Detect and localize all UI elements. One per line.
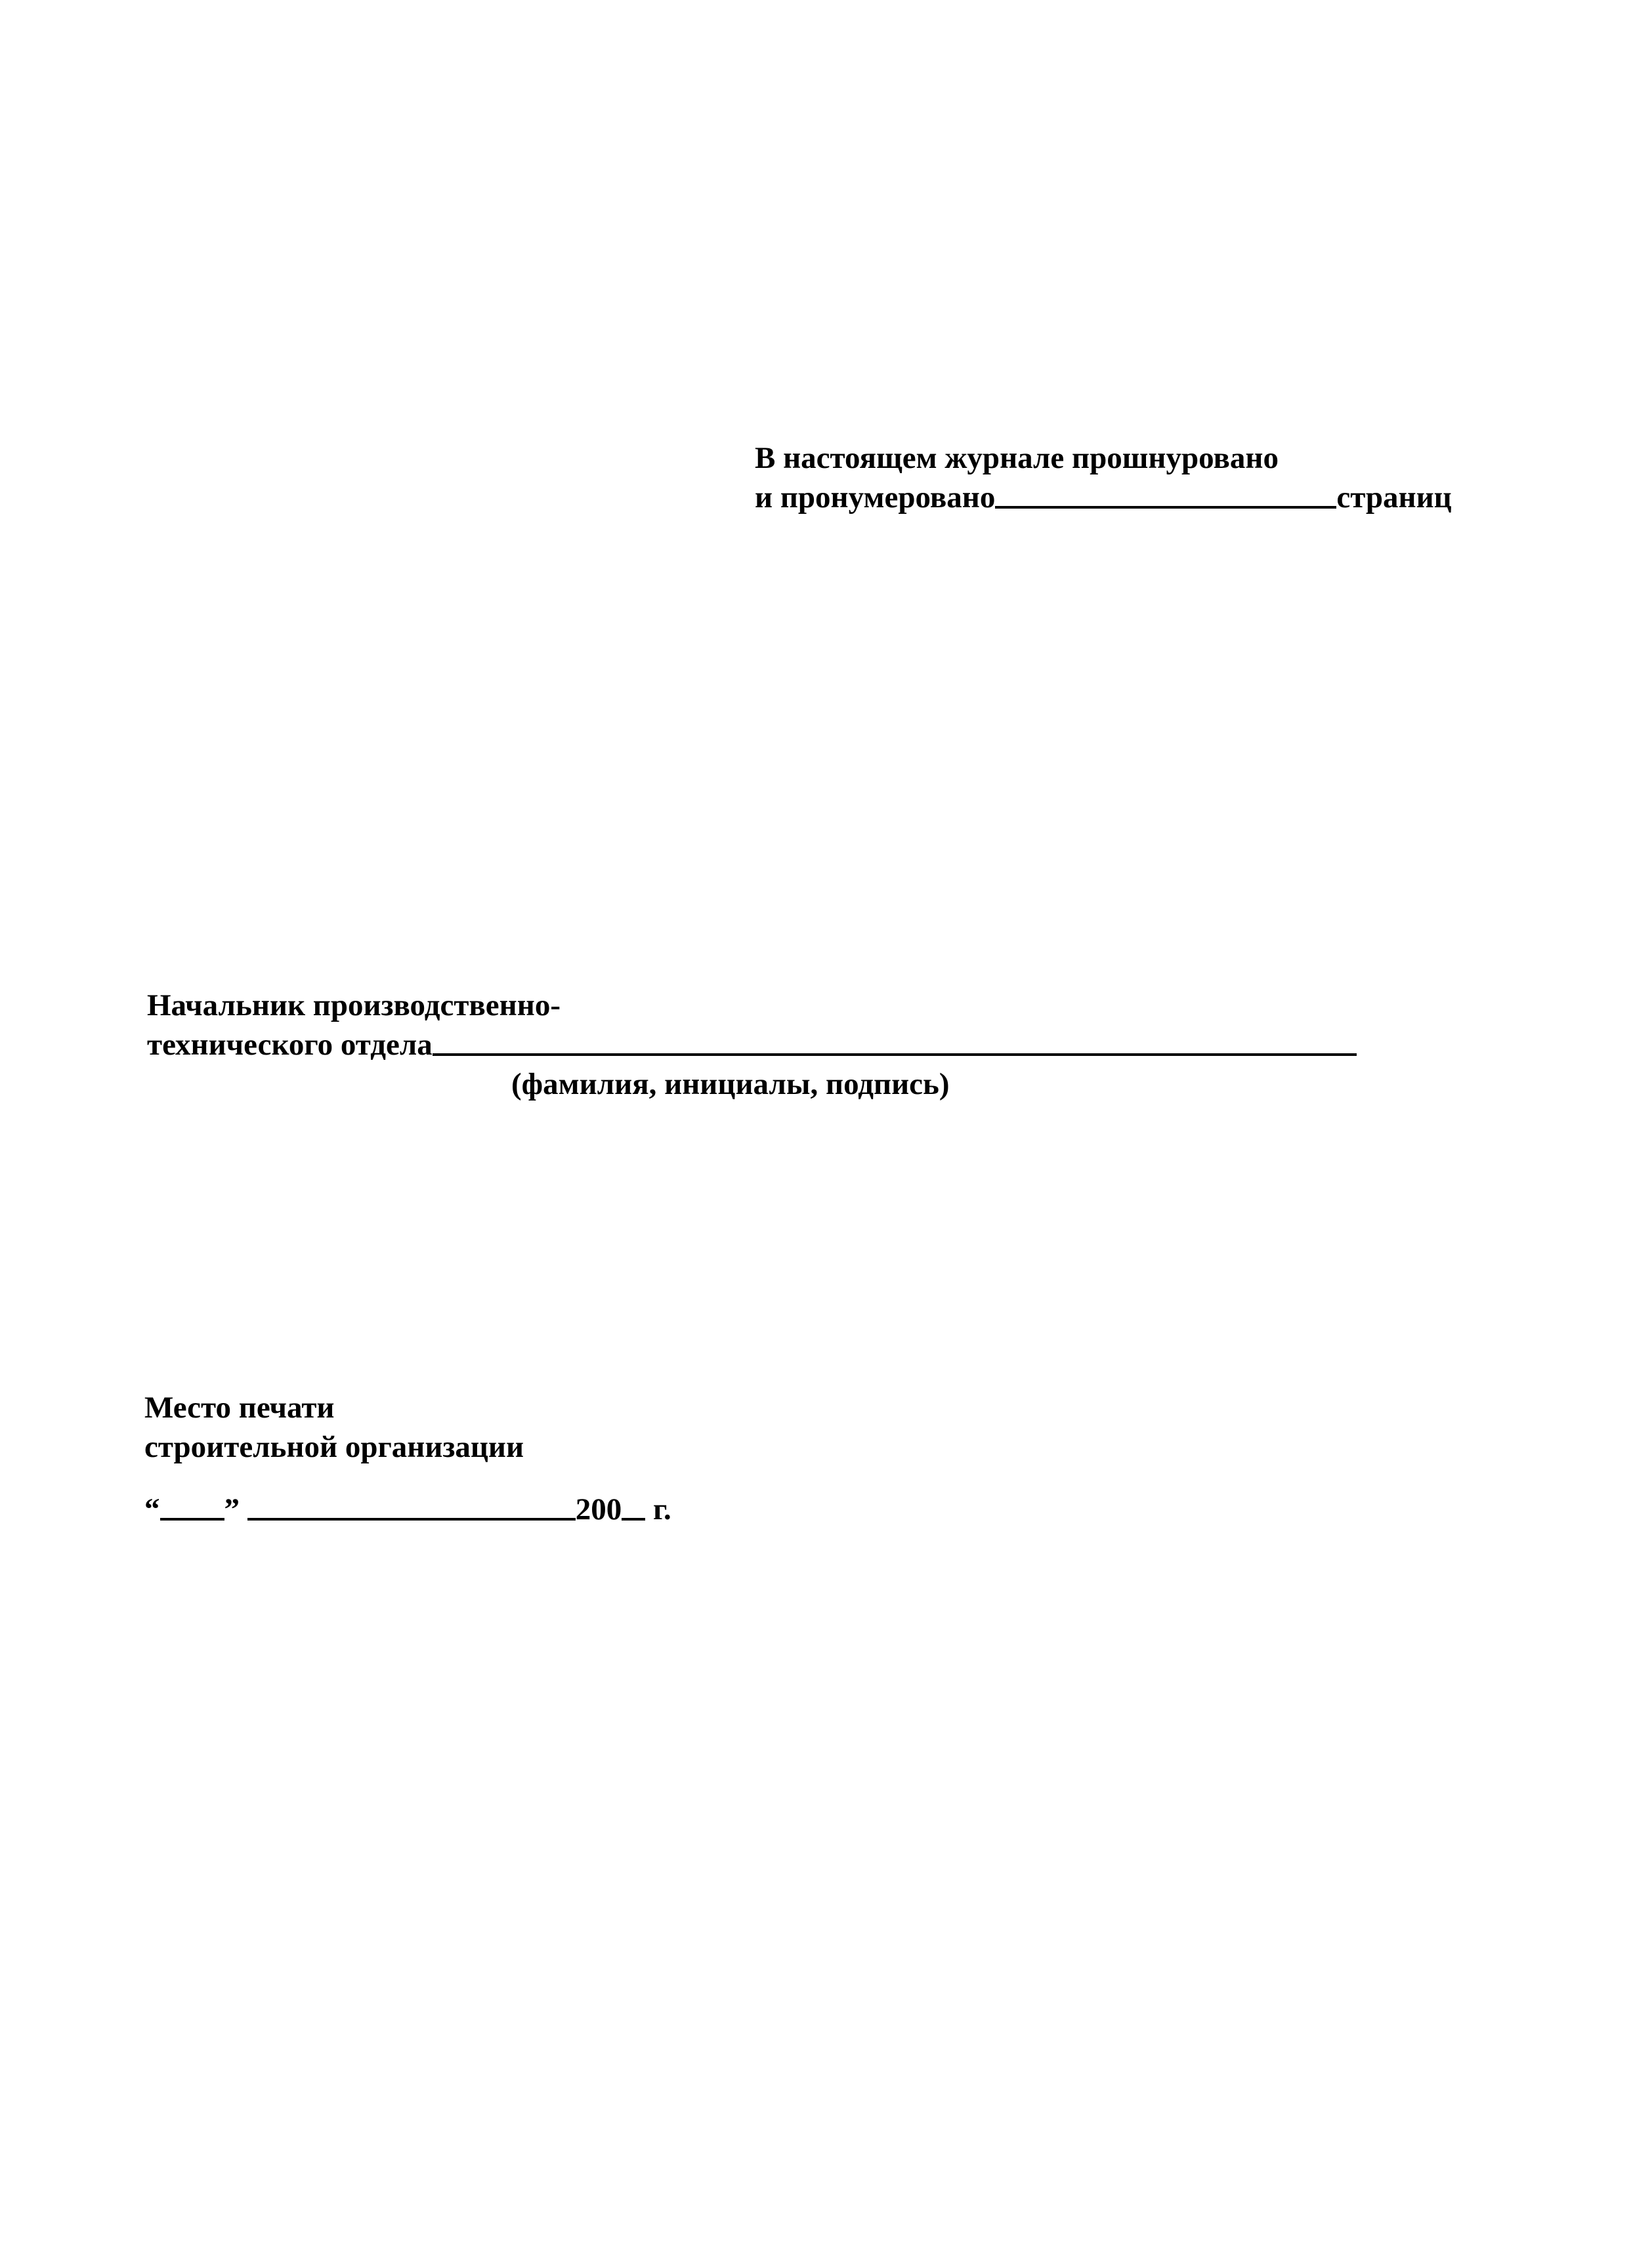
seal-place-block xyxy=(144,1388,524,1467)
department-head-title-line2 xyxy=(147,1025,1357,1064)
date-open-quote: “ xyxy=(144,1492,160,1526)
pages-note-suffix: страниц xyxy=(1336,480,1452,514)
year-prefix: 200 xyxy=(575,1492,622,1526)
pages-count-block xyxy=(755,438,1452,517)
seal-line1: Место печати xyxy=(144,1391,335,1425)
department-head-signature-block xyxy=(147,986,1357,1101)
year-suffix: г. xyxy=(653,1492,671,1526)
date-line xyxy=(144,1490,671,1529)
day-field[interactable] xyxy=(160,1490,224,1521)
signature-field[interactable] xyxy=(433,1026,1357,1056)
pages-note-line1: В настоящем журнале прошнуровано xyxy=(755,441,1279,475)
pages-count-field[interactable] xyxy=(995,478,1336,509)
department-head-title-prefix: технического отдела xyxy=(147,1028,433,1062)
year-digit-field[interactable] xyxy=(622,1490,645,1521)
seal-line2: строительной организации xyxy=(144,1430,524,1464)
pages-note-line2 xyxy=(755,478,1452,517)
signature-caption: (фамилия, инициалы, подпись) xyxy=(511,1067,950,1101)
date-close-quote: ” xyxy=(224,1492,240,1526)
pages-note-prefix: и пронумеровано xyxy=(755,480,996,514)
department-head-title-line1: Начальник производственно- xyxy=(147,988,561,1022)
month-field[interactable] xyxy=(247,1490,576,1521)
date-block xyxy=(144,1490,671,1529)
